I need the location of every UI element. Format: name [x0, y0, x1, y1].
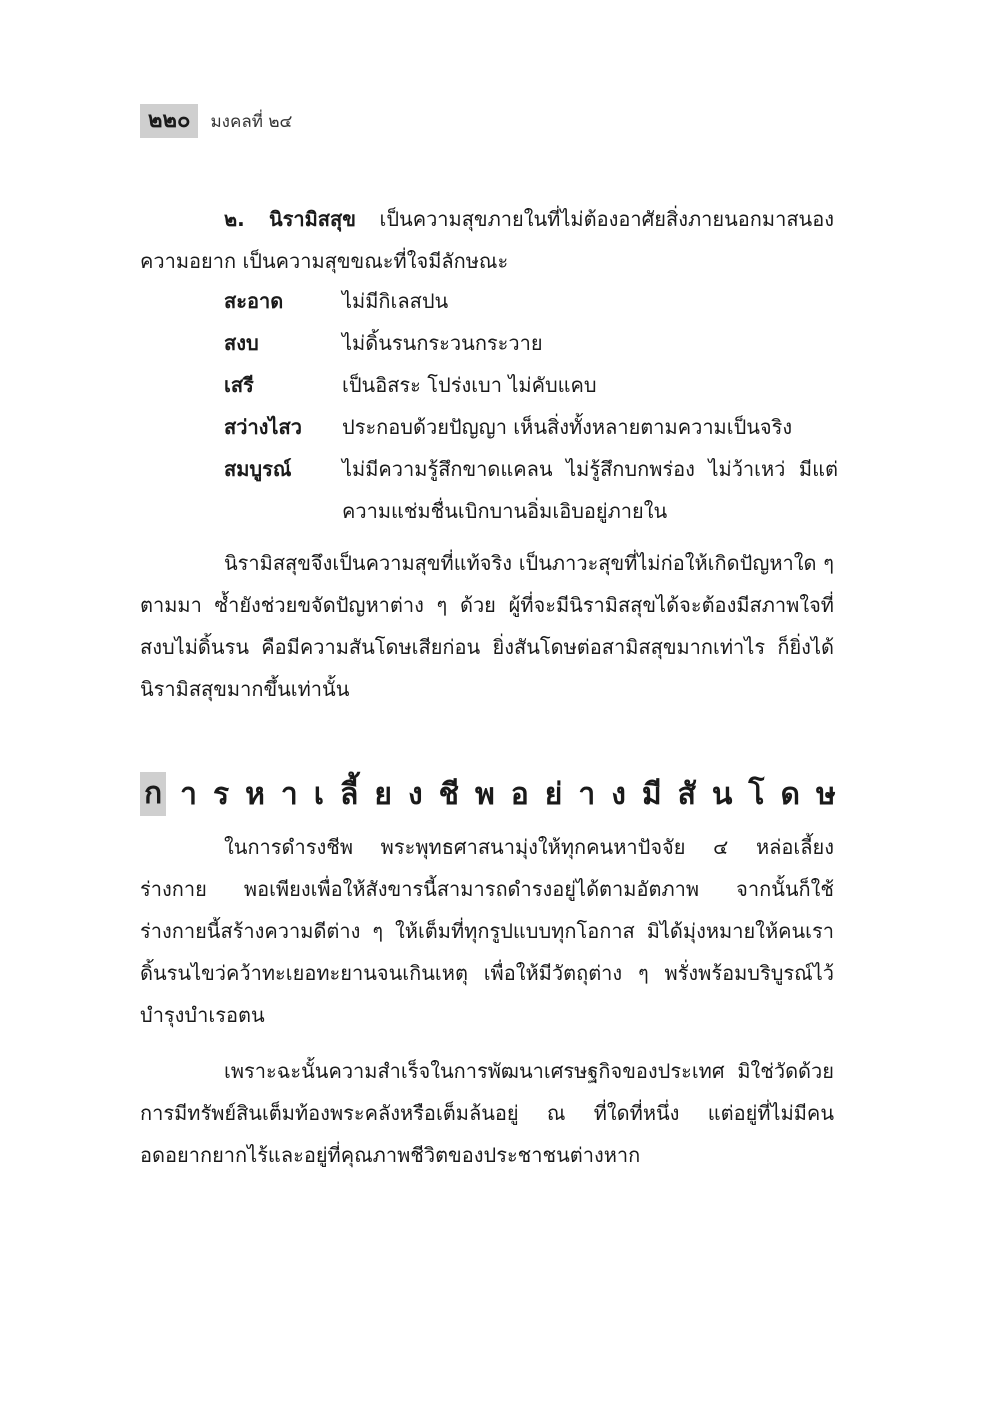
- conclusion-paragraph: นิรามิสสุขจึงเป็นความสุขที่แท้จริง เป็นภาวะสุขที่ไม่ก่อให้เกิดปัญหาใด ๆ ตามมา ซ้ำยังช่วยขจัดปัญหาต่าง ๆ ด้วย ผู้ที่จะมีนิรามิสสุขได้จะต้องมีสภาพใจที่สงบไม่ดิ้นรน คือมีความสันโดษเสียก่อน ยิ่งสันโดษต่อสามิสสุขมากเท่าไร ก็ยิ่งได้นิรามิสสุขมากขึ้นเท่านั้น: [140, 551, 834, 701]
- definition-term: สมบูรณ์: [224, 457, 292, 481]
- page-number: ๒๒๐: [140, 104, 198, 138]
- heading-text: ารหาเลี้ยงชีพอย่างมีสันโดษ: [180, 776, 852, 812]
- running-title: มงคลที่ ๒๔: [210, 111, 293, 132]
- intro-term: ๒. นิรามิสสุข: [224, 207, 356, 231]
- intro-text: เป็นความสุขภายในที่ไม่ต้องอาศัยสิ่งภายนอกมาสนองความอยาก เป็นความสุขขณะที่ใจมีลักษณะ: [140, 207, 834, 273]
- definition-row: [224, 280, 838, 322]
- definition-row: [224, 322, 838, 364]
- definition-term: เสรี: [224, 373, 254, 397]
- body-paragraph-2: เพราะฉะนั้นความสำเร็จในการพัฒนาเศรษฐกิจของประเทศ มิใช่วัดด้วยการมีทรัพย์สินเต็มท้องพระคลังหรือเต็มล้นอยู่ ณ ที่ใดที่หนึ่ง แต่อยู่ที่ไม่มีคนอดอยากยากไร้และอยู่ที่คุณภาพชีวิตของประชาชนต่างหาก: [140, 1059, 834, 1167]
- definition-desc: ไม่มีกิเลสปน: [342, 289, 449, 313]
- definition-desc: ประกอบด้วยปัญญา เห็นสิ่งทั้งหลายตามความเป็นจริง: [342, 415, 793, 439]
- intro-paragraph: [140, 198, 834, 282]
- body-paragraph-1: ในการดำรงชีพ พระพุทธศาสนามุ่งให้ทุกคนหาปัจจัย ๔ หล่อเลี้ยงร่างกาย พอเพียงเพื่อให้สังขารนี้สามารถดำรงอยู่ได้ตามอัตภาพ จากนั้นก็ใช้ร่างกายนี้สร้างความดีต่าง ๆ ให้เต็มที่ทุกรูปแบบทุกโอกาส มิได้มุ่งหมายให้คนเราดิ้นรนไขว่คว้าทะเยอทะยานจนเกินเหตุ เพื่อให้มีวัตถุต่าง ๆ พรั่งพร้อมบริบูรณ์ไว้บำรุงบำเรอตน: [140, 835, 834, 1027]
- definition-desc: เป็นอิสระ โปร่งเบา ไม่คับแคบ: [342, 373, 597, 397]
- section-heading: [140, 772, 852, 816]
- heading-first-letter: ก: [140, 772, 166, 816]
- definition-desc: ไม่ดิ้นรนกระวนกระวาย: [342, 331, 543, 355]
- definition-term: สว่างไสว: [224, 415, 302, 439]
- definition-row: [224, 448, 838, 532]
- definition-term: สงบ: [224, 331, 259, 355]
- definition-row: [224, 364, 838, 406]
- definition-desc: ไม่มีความรู้สึกขาดแคลน ไม่รู้สึกบกพร่อง ไม่ว้าเหว่ มีแต่ความแช่มชื่นเบิกบานอิ่มเอิบอยู่ภายใน: [342, 457, 838, 523]
- definition-row: [224, 406, 838, 448]
- definition-term: สะอาด: [224, 289, 284, 313]
- definition-list: [224, 280, 838, 532]
- page-header: [140, 104, 292, 138]
